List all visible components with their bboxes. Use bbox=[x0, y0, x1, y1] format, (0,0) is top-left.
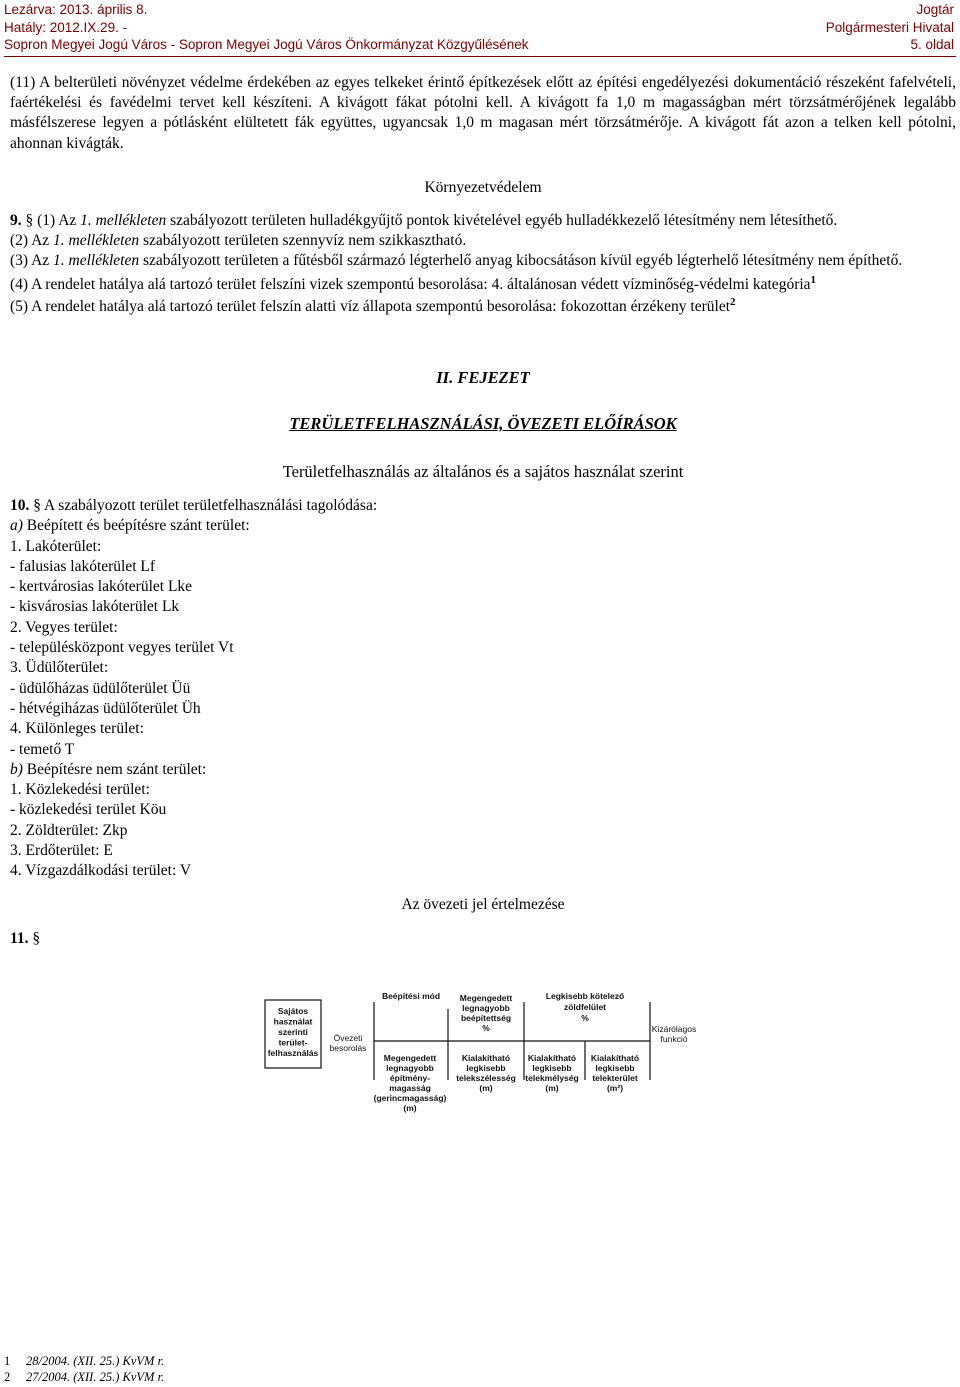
section-9 bbox=[10, 211, 956, 317]
header-right bbox=[826, 1, 954, 54]
legend-line: Megengedett bbox=[383, 1053, 437, 1063]
legend-line: Övezeti bbox=[333, 1033, 363, 1043]
list-item-text: 1. Közlekedési terület: bbox=[10, 781, 150, 799]
effective-date: Hatály: 2012.IX.29. - bbox=[4, 19, 128, 35]
section-10-intro: 10. § A szabályozott terület területfelhasználási tagolódása: bbox=[10, 497, 378, 514]
closed-date: Lezárva: 2013. április 8. bbox=[4, 2, 148, 17]
legend-heading-block bbox=[10, 895, 956, 915]
legend-line: szerinti bbox=[278, 1027, 308, 1037]
footnote-1: 1 28/2004. (XII. 25.) KvVM r. bbox=[4, 1354, 165, 1368]
list-item bbox=[10, 658, 956, 678]
list-item-marker: b) bbox=[10, 760, 23, 778]
section-11 bbox=[10, 929, 956, 949]
chapter-subtitle-block bbox=[10, 462, 956, 482]
list-item bbox=[10, 577, 956, 597]
list-item-text: - üdülőházas üdülőterület Üü bbox=[10, 679, 191, 697]
land-use-list bbox=[10, 516, 956, 881]
legend-line: (m) bbox=[479, 1083, 493, 1093]
list-item-text: 4. Vízgazdálkodási terület: V bbox=[10, 862, 192, 880]
list-item-text: - hétvégiházas üdülőterület Üh bbox=[10, 699, 201, 717]
paragraph-11: (11) A belterületi növényzet védelme érdekében az egyes telkeket érintő építkezések előtt az építési engedélyezési dokumentáció részeként fafelvételi, faértékelési és favédelmi tervet kell készíteni. A kivágott fákat pótolni kell. A kivágott fa 1,0 m magasságban mért törzsátmérőjének legalább másfélszerese legyen a pótlásként elültetett fák együttes, ugyancsak 1,0 m magasan mért törzsátmérője. A kivágott fát azon a telken kell pótolni, ahonnan kivágták. bbox=[10, 74, 956, 152]
legend-line: % bbox=[581, 1013, 589, 1023]
legend-line: telekmélység bbox=[525, 1073, 579, 1083]
section-sign: § bbox=[33, 497, 41, 514]
legend-line: (gerincmagasság) bbox=[373, 1093, 447, 1103]
legend-line: Megengedett bbox=[459, 993, 513, 1003]
chapter-subtitle: Területfelhasználás az általános és a sajátos használat szerint bbox=[282, 462, 684, 481]
legend-line: Kialakítható bbox=[590, 1053, 640, 1063]
zone-classification-label bbox=[330, 1033, 367, 1053]
section-sign: § bbox=[25, 212, 34, 229]
office-name: Polgármesteri Hivatal bbox=[825, 19, 954, 35]
header-rule bbox=[4, 56, 956, 57]
list-item-text: - kertvárosias lakóterület Lke bbox=[10, 578, 193, 596]
chapter-number: II. FEJEZET bbox=[436, 368, 530, 387]
list-item bbox=[10, 740, 956, 760]
section-9-para-2: (2) Az 1. mellékleten szabályozott területen szennyvíz nem szikkasztható. bbox=[10, 232, 467, 250]
legend-line: legkisebb bbox=[466, 1063, 506, 1073]
zone-symbol-legend bbox=[262, 984, 702, 1134]
section-9-para-4: (4) A rendelet hatálya alá tartozó terület felszíni vizek szempontú besorolása: 4. általánosan védett vízminőség-védelmi kategória$^1$ bbox=[10, 273, 817, 293]
list-item bbox=[10, 618, 956, 638]
list-item bbox=[10, 679, 956, 699]
footnotes bbox=[0, 1353, 960, 1385]
legend-line: Kialakítható bbox=[527, 1053, 577, 1063]
list-item-text: 4. Különleges terület: bbox=[10, 720, 144, 738]
legend-line: legkisebb bbox=[532, 1063, 572, 1073]
chapter-title: TERÜLETFELHASZNÁLÁSI, ÖVEZETI ELŐÍRÁSOK bbox=[289, 414, 677, 433]
list-item-text: - temető T bbox=[10, 740, 75, 758]
min-plot-width-label bbox=[456, 1053, 516, 1093]
building-mode-label: Beépítési mód bbox=[381, 991, 441, 1001]
list-item-text: 3. Üdülőterület: bbox=[10, 659, 109, 677]
list-item-text: 3. Erdőterület: E bbox=[10, 842, 113, 860]
list-item bbox=[10, 780, 956, 800]
legend-line: Kizárólagos bbox=[651, 1024, 697, 1034]
page-number: 5. oldal bbox=[910, 37, 954, 52]
legend-line: beépítettség bbox=[460, 1013, 512, 1023]
page-header bbox=[0, 0, 960, 56]
section-11-number: 11. bbox=[10, 930, 29, 947]
paragraph-11-block bbox=[10, 73, 956, 154]
list-item bbox=[10, 557, 956, 577]
list-item bbox=[10, 861, 956, 881]
list-item bbox=[10, 597, 956, 617]
list-item bbox=[10, 699, 956, 719]
list-item bbox=[10, 841, 956, 861]
section-9-para-1: 9. § (1) Az 1. mellékleten szabályozott területen hulladékgyűjtő pontok kivételével egyéb hulladékkezelő létesítmény nem létesíthető. bbox=[10, 212, 838, 229]
legend-line: Sajátos bbox=[277, 1006, 309, 1016]
list-item-marker: a) bbox=[10, 517, 23, 535]
exclusive-function-label bbox=[652, 1024, 696, 1044]
list-item bbox=[10, 638, 956, 658]
legend-line: terület- bbox=[278, 1037, 308, 1048]
list-item-text: 1. Lakóterület: bbox=[10, 537, 102, 555]
min-plot-depth-label bbox=[525, 1053, 578, 1093]
legend-line: telekterület bbox=[592, 1073, 638, 1083]
section-9-number: 9. bbox=[10, 212, 22, 229]
list-item bbox=[10, 821, 956, 841]
footnote-ref-1[interactable]: 1 bbox=[810, 273, 817, 286]
footnote-ref-2[interactable]: 2 bbox=[730, 295, 736, 308]
env-heading-block bbox=[10, 178, 956, 198]
legend-line: (m) bbox=[403, 1103, 417, 1113]
legend-line: (m) bbox=[545, 1083, 559, 1093]
section-heading-environment: Környezetvédelem bbox=[424, 179, 542, 196]
land-use-box-label bbox=[268, 1006, 319, 1058]
legend-line: Legkisebb kötelező bbox=[545, 991, 625, 1001]
list-item-text: - kisvárosias lakóterület Lk bbox=[10, 598, 180, 616]
list-item-text: 2. Vegyes terület: bbox=[10, 618, 118, 636]
legend-line: legkisebb bbox=[595, 1063, 635, 1073]
list-item bbox=[10, 537, 956, 557]
section-10-number: 10. bbox=[10, 497, 30, 514]
section-sign: § bbox=[32, 930, 41, 947]
list-item bbox=[10, 516, 956, 536]
max-height-label bbox=[374, 1053, 447, 1113]
list-item-text: Beépített és beépítésre szánt terület: bbox=[22, 517, 250, 535]
legend-line: % bbox=[482, 1023, 490, 1033]
list-item bbox=[10, 800, 956, 820]
document-source: Sopron Megyei Jogú Város - Sopron Megyei Jogú Város Önkormányzat Közgyűlésének bbox=[4, 37, 529, 52]
legend-line: építmény- bbox=[389, 1073, 431, 1083]
list-item bbox=[10, 760, 956, 780]
min-green-area-label bbox=[546, 991, 624, 1023]
list-item-text: - közlekedési terület Köu bbox=[10, 801, 167, 819]
publisher-name: Jogtár bbox=[916, 2, 954, 17]
legend-line: legnagyobb bbox=[462, 1003, 510, 1013]
chapter-block bbox=[10, 368, 956, 388]
legend-line: telekszélesség bbox=[456, 1073, 516, 1083]
legend-line: legnagyobb bbox=[386, 1063, 434, 1073]
legend-line: magasság bbox=[389, 1083, 431, 1093]
legend-line: felhasználás bbox=[267, 1048, 319, 1058]
list-item-text: - falusias lakóterület Lf bbox=[10, 557, 156, 575]
legend-line: Kialakítható bbox=[461, 1053, 511, 1063]
legend-line: besorolás bbox=[329, 1043, 367, 1053]
chapter-title-block bbox=[10, 414, 956, 434]
legend-line: funkció bbox=[660, 1034, 688, 1044]
list-item-text: - településközpont vegyes terület Vt bbox=[10, 639, 234, 657]
legend-line: zöldfelület bbox=[563, 1002, 607, 1012]
footnote-2: 2 27/2004. (XII. 25.) KvVM r. bbox=[4, 1370, 165, 1384]
legend-line: (m²) bbox=[606, 1083, 624, 1093]
list-item bbox=[10, 719, 956, 739]
header-left bbox=[4, 1, 529, 54]
section-9-para-3: (3) Az 1. mellékleten szabályozott területen a fűtésből származó légterhelő anyag kibocsátáson kívül egyéb légterhelő létesítmény nem építhető. bbox=[10, 252, 903, 270]
min-plot-area-label bbox=[591, 1053, 639, 1093]
section-9-para-5: (5) A rendelet hatálya alá tartozó terület felszín alatti víz állapota szempontú besorolása: fokozottan érzékeny terület$^2$ bbox=[10, 295, 736, 315]
list-item-text: 2. Zöldterület: Zkp bbox=[10, 821, 128, 839]
list-item-text: Beépítésre nem szánt terület: bbox=[22, 760, 207, 778]
legend-heading: Az övezeti jel értelmezése bbox=[401, 896, 565, 913]
legend-line: használat bbox=[273, 1016, 313, 1027]
max-built-ratio-label bbox=[460, 993, 513, 1033]
section-10 bbox=[10, 496, 956, 882]
